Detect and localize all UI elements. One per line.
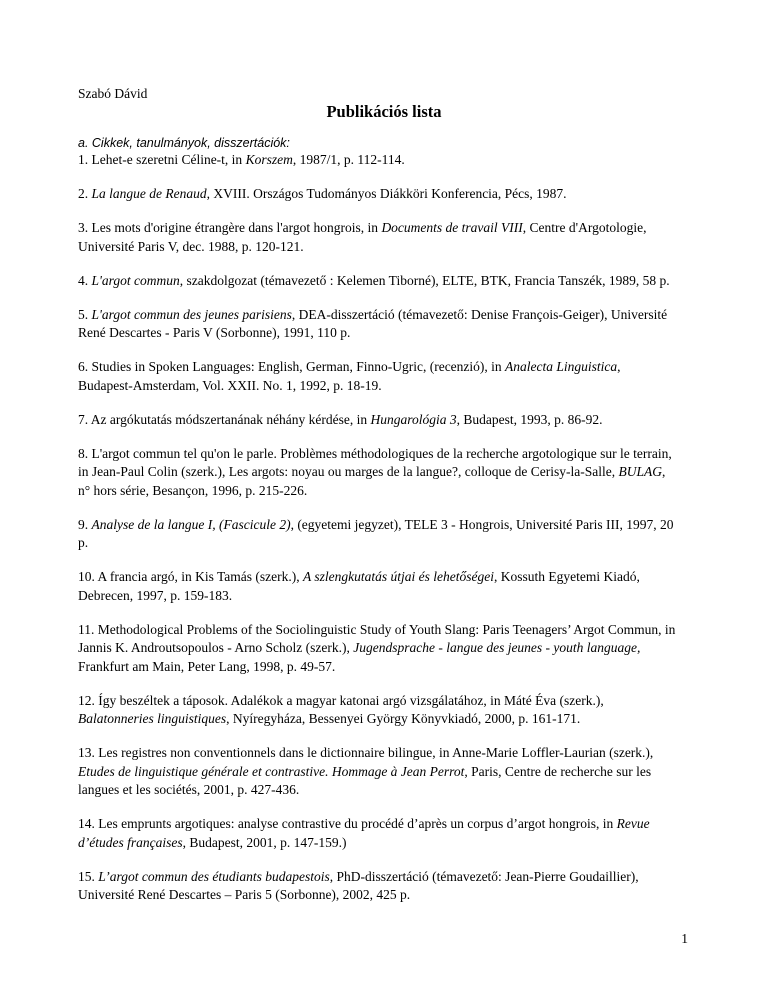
entry-number: 12. — [78, 692, 95, 708]
entry-number: 3. — [78, 220, 89, 235]
entry-text: , 1987/1, p. 112-114. — [292, 152, 405, 167]
publication-entry — [78, 411, 678, 430]
entry-text: Az argókutatás módszertanának néhány kérdése, in — [88, 411, 371, 427]
entry-italic-text: L'argot commun — [91, 272, 180, 288]
entry-text: Így beszéltek a táposok. Adalékok a magyar katonai argó vizsgálatához, in Máté Éva (szerk.), — [94, 692, 604, 708]
entry-italic-text: Documents de travail VIII — [381, 220, 523, 235]
entry-text: Les mots d'origine étrangère dans l'argot hongrois, in — [88, 220, 382, 235]
entry-number: 15. — [78, 868, 95, 884]
entry-italic-text: Etudes de linguistique générale et contrastive. Hommage à Jean Perrot — [78, 763, 465, 779]
entry-text: , n° hors série, Besançon, 1996, p. 215-226. — [78, 464, 666, 498]
entry-number: 10. — [78, 569, 95, 584]
entry-italic-text: Balatonneries linguistiques — [78, 711, 227, 726]
entry-number: 5. — [78, 306, 89, 322]
entry-text: , (egyetemi jegyzet), TELE 3 - Hongrois, Université Paris III, 1997, 20 p. — [78, 516, 674, 550]
entry-italic-text: Korszem — [245, 152, 293, 167]
publication-entry — [78, 306, 678, 343]
entry-text: , XVIII. Országos Tudományos Diákköri Konferencia, Pécs, 1987. — [206, 186, 567, 201]
entry-italic-text: Revue d’études françaises — [78, 816, 650, 850]
publication-entry — [78, 272, 678, 291]
entry-text: , Centre d'Argotologie, Université Paris V, dec. 1988, p. 120-121. — [78, 220, 647, 254]
entry-number: 13. — [78, 745, 95, 760]
entry-number: 2. — [78, 186, 89, 201]
publication-entry — [78, 868, 678, 905]
publication-entry — [78, 358, 678, 395]
publication-entry — [78, 185, 678, 204]
entry-text: , Budapest, 2001, p. 147-159.) — [182, 834, 347, 850]
entry-italic-text: L'argot commun des jeunes parisiens — [91, 306, 292, 322]
publication-list — [78, 151, 678, 920]
page-number: 1 — [681, 931, 688, 946]
entry-text: Methodological Problems of the Sociolinguistic Study of Youth Slang: Paris Teenagers’ Argot Commun, in Jannis K. Androutsopoulos - Arno Scholz (szerk.), — [78, 621, 676, 655]
section-heading: a. Cikkek, tanulmányok, disszertációk: — [78, 136, 290, 150]
entry-number: 4. — [78, 272, 89, 288]
entry-text: Les registres non conventionnels dans le dictionnaire bilingue, in Anne-Marie Loffler-Laurian (szerk.), — [94, 745, 654, 760]
entry-italic-text: Jugendsprache - langue des jeunes - youth language, — [353, 640, 641, 655]
entry-text: , Nyíregyháza, Bessenyei György Könyvkiadó, 2000, p. 161-171. — [226, 711, 581, 726]
entry-italic-text: La langue de Renaud — [91, 186, 207, 201]
publication-entry — [78, 445, 678, 501]
page-title: Publikációs lista — [326, 102, 442, 121]
entry-text: L'argot commun tel qu'on le parle. Problèmes méthodologiques de la recherche argotologique sur le terrain, in Jean-Paul Colin (szerk.), Les argots: noyau ou marges de la langue?, colloque de Cerisy-la-Salle, — [78, 445, 672, 479]
entry-text: , Kossuth Egyetemi Kiadó, Debrecen, 1997, p. 159-183. — [78, 569, 640, 603]
entry-number: 9. — [78, 516, 89, 532]
publication-entry — [78, 815, 678, 852]
entry-text: Frankfurt am Main, Peter Lang, 1998, p. 49-57. — [78, 658, 336, 674]
publication-entry — [78, 151, 678, 170]
publication-entry — [78, 219, 678, 256]
entry-number: 6. — [78, 359, 89, 374]
publication-entry — [78, 516, 678, 553]
publication-entry — [78, 621, 678, 677]
publication-entry — [78, 692, 678, 729]
entry-text: , Paris, Centre de recherche sur les langues et les sociétés, 2001, p. 427-436. — [78, 763, 652, 797]
publication-entry — [78, 744, 678, 800]
entry-italic-text: BULAG — [618, 464, 662, 479]
entry-italic-text: L’argot commun des étudiants budapestois — [98, 868, 330, 884]
entry-text: , DEA-disszertáció (témavezető: Denise François-Geiger), Université René Descartes - Paris V (Sorbonne), 1991, 110 p. — [78, 306, 668, 340]
publication-entry — [78, 568, 678, 605]
entry-text: Lehet-e szeretni Céline-t, in — [88, 152, 246, 167]
entry-text: , PhD-disszertáció (témavezető: Jean-Pierre Goudaillier), Université René Descartes – Paris 5 (Sorbonne), 2002, 425 p. — [78, 868, 639, 902]
entry-italic-text: Hungarológia 3 — [370, 411, 457, 427]
entry-text: , szakdolgozat (témavezető : Kelemen Tiborné), ELTE, BTK, Francia Tanszék, 1989, 58 p. — [179, 272, 670, 288]
author-name: Szabó Dávid — [78, 86, 148, 101]
entry-number: 1. — [78, 152, 89, 167]
entry-text: A francia argó, in Kis Tamás (szerk.), — [94, 569, 303, 584]
entry-text: , Budapest, 1993, p. 86-92. — [456, 411, 603, 427]
entry-number: 11. — [78, 621, 95, 637]
entry-italic-text: A szlengkutatás útjai és lehetőségei — [303, 569, 494, 584]
entry-italic-text: Analyse de la langue I, (Fascicule 2) — [91, 516, 291, 532]
entry-number: 14. — [78, 816, 95, 831]
entry-text: Studies in Spoken Languages: English, German, Finno-Ugric, (recenzió), in — [88, 359, 506, 374]
entry-number: 8. — [78, 445, 89, 461]
entry-number: 7. — [78, 411, 89, 427]
entry-text: , Budapest-Amsterdam, Vol. XXII. No. 1, 1992, p. 18-19. — [78, 359, 621, 393]
entry-italic-text: Analecta Linguistica — [505, 359, 618, 374]
entry-text: Les emprunts argotiques: analyse contrastive du procédé d’après un corpus d’argot hongrois, in — [94, 816, 617, 831]
